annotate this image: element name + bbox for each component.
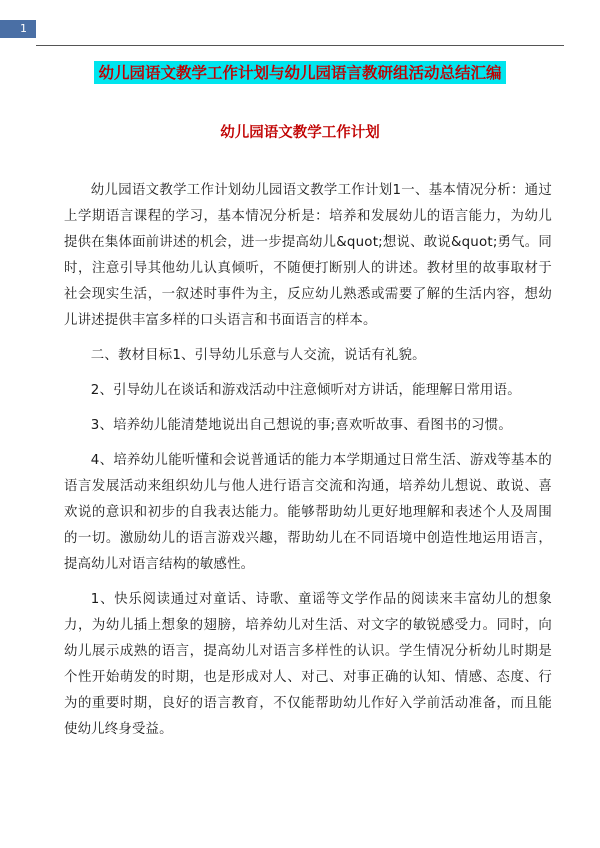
document-title xyxy=(0,61,600,83)
page-number-badge: 1 xyxy=(0,20,36,38)
header-rule xyxy=(36,45,564,46)
document-body xyxy=(64,178,552,743)
paragraph: 2、引导幼儿在谈话和游戏活动中注意倾听对方讲话，能理解日常用语。 xyxy=(90,383,521,398)
paragraph: 幼儿园语文教学工作计划幼儿园语文教学工作计划1一、基本情况分析：通过上学期语言课程的学习，基本情况分析是：培养和发展幼儿的语言能力，为幼儿提供在集体面前讲述的机会，进一步提高幼儿&quot;想说、敢说&quot;勇气。同时，注意引导其他幼儿认真倾听，不随便打断别人的讲述。教材里的故事取材于社会现实生活，一叙述时事件为主，反应幼儿熟悉或需要了解的生活内容，想幼儿讲述提供丰富多样的口头语言和书面语言的样本。 xyxy=(64,183,552,328)
paragraph: 1、快乐阅读通过对童话、诗歌、童谣等文学作品的阅读来丰富幼儿的想象力，为幼儿插上想象的翅膀，培养幼儿对生活、对文字的敏锐感受力。同时，向幼儿展示成熟的语言，提高幼儿对语言多样性的认识。学生情况分析幼儿时期是个性开始萌发的时期，也是形成对人、对己、对事正确的认知、情感、态度、行为的重要时期，良好的语言教育，不仅能帮助幼儿作好入学前活动准备，而且能使幼儿终身受益。 xyxy=(64,592,552,737)
document-title-text: 幼儿园语文教学工作计划与幼儿园语言教研组活动总结汇编 xyxy=(94,61,505,84)
paragraph: 4、培养幼儿能听懂和会说普通话的能力本学期通过日常生活、游戏等基本的语言发展活动来组织幼儿与他人进行语言交流和沟通，培养幼儿想说、敢说、喜欢说的意识和初步的自我表达能力。能够帮助幼儿更好地理解和表述个人及周围的一切。激励幼儿的语言游戏兴趣，帮助幼儿在不同语境中创造性地运用语言，提高幼儿对语言结构的敏感性。 xyxy=(64,453,552,572)
paragraph: 3、培养幼儿能清楚地说出自己想说的事;喜欢听故事、看图书的习惯。 xyxy=(90,418,512,433)
paragraph: 二、教材目标1、引导幼儿乐意与人交流，说话有礼貌。 xyxy=(90,348,426,363)
section-title: 幼儿园语文教学工作计划 xyxy=(220,124,380,141)
